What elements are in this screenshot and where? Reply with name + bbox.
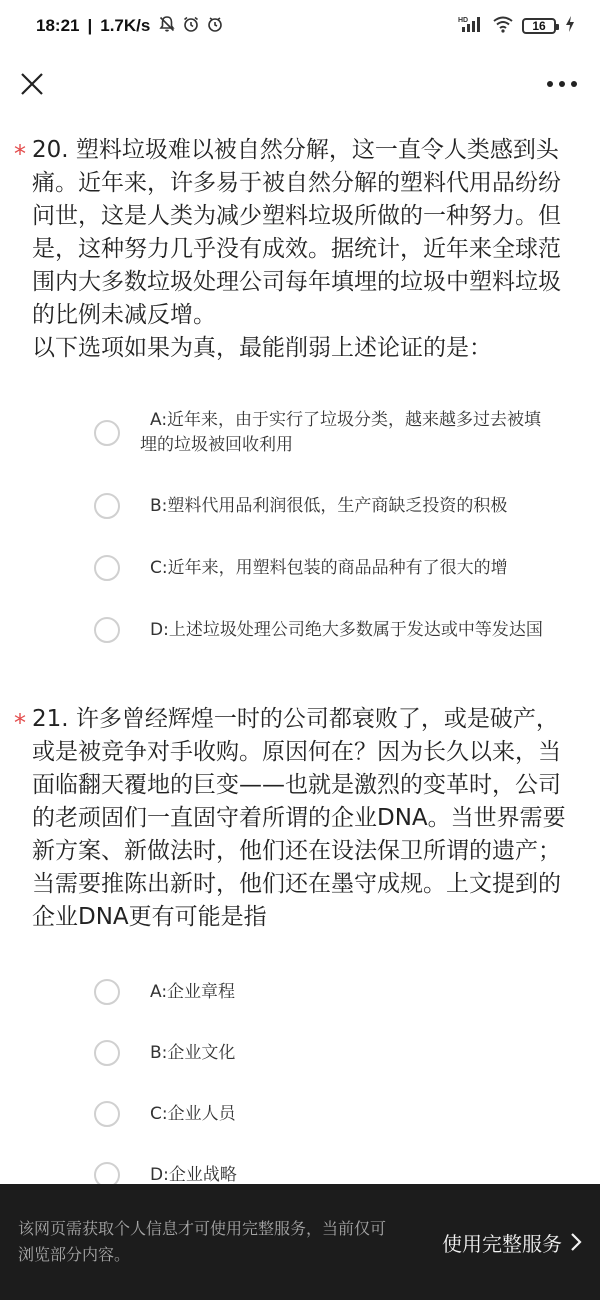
- close-button[interactable]: [16, 68, 48, 100]
- radio-button[interactable]: [94, 420, 120, 446]
- option-a[interactable]: [62, 964, 578, 1020]
- option-label: B:塑料代用品利润很低，生产商缺乏投资的积极: [150, 495, 508, 516]
- radio-button[interactable]: [94, 555, 120, 581]
- alarm-icon: [182, 15, 200, 38]
- top-nav: [0, 52, 600, 116]
- option-a[interactable]: [62, 393, 578, 473]
- more-button[interactable]: [546, 68, 578, 100]
- option-b[interactable]: [62, 1025, 578, 1081]
- battery-level: 16: [532, 19, 546, 33]
- radio-button[interactable]: [94, 617, 120, 643]
- status-time: 18:21: [36, 16, 80, 35]
- option-b[interactable]: [62, 481, 578, 531]
- status-divider: |: [87, 16, 93, 35]
- banner-message: 该网页需获取个人信息才可使用完整服务，当前仅可浏览部分内容。: [18, 1219, 387, 1264]
- mute-bell-icon: [158, 15, 176, 38]
- battery-icon: [522, 18, 556, 34]
- clock-icon: [206, 15, 224, 38]
- status-notification-icons: [158, 15, 224, 38]
- radio-button[interactable]: [94, 1040, 120, 1066]
- close-icon: [19, 71, 45, 97]
- option-label: A:近年来，由于实行了垃圾分类，越来越多过去被填埋的垃圾被回收利用: [140, 410, 542, 455]
- radio-button[interactable]: [94, 493, 120, 519]
- required-mark: *: [14, 709, 26, 737]
- option-label: C:近年来，用塑料包装的商品品种有了很大的增: [150, 557, 508, 578]
- question-20: [0, 116, 600, 663]
- wifi-icon: [492, 15, 514, 38]
- question-21: [0, 663, 600, 1203]
- radio-button[interactable]: [94, 979, 120, 1005]
- status-bar: [0, 0, 600, 52]
- network-speed: 1.7K/s: [100, 16, 151, 35]
- charging-icon: [564, 15, 576, 38]
- option-c[interactable]: [62, 1086, 578, 1142]
- options-list: [32, 393, 578, 663]
- radio-button[interactable]: [94, 1101, 120, 1127]
- chevron-right-icon: [570, 1232, 582, 1252]
- auth-banner: [0, 1184, 600, 1300]
- question-text: 20. 塑料垃圾难以被自然分解，这一直令人类感到头痛。近年来，许多易于被自然分解的塑料代用品纷纷问世，这是人类为减少塑料垃圾所做的一种努力。但是，这种努力几乎没有成效。据统计，近年来全球范围内大多数垃圾处理公司每年填埋的垃圾中塑料垃圾的比例未减反增。: [32, 137, 561, 328]
- banner-action-label: 使用完整服务: [442, 1231, 562, 1256]
- option-label: B:企业文化: [150, 1042, 236, 1063]
- option-label: D:企业战略: [150, 1164, 237, 1185]
- option-label: A:企业章程: [150, 981, 236, 1002]
- more-icon: [546, 80, 578, 88]
- status-left: [36, 15, 224, 38]
- hd-signal-icon: [458, 15, 484, 38]
- option-label: D:上述垃圾处理公司绝大多数属于发达或中等发达国: [150, 619, 543, 640]
- option-c[interactable]: [62, 543, 578, 593]
- survey-content: [0, 116, 600, 1203]
- question-prompt: 以下选项如果为真，最能削弱上述论证的是：: [32, 335, 492, 361]
- option-d[interactable]: [62, 597, 578, 663]
- question-text: 21. 许多曾经辉煌一时的公司都衰败了，或是破产，或是被竞争对手收购。原因何在？因为长久以来，当面临翻天覆地的巨变——也就是激烈的变革时，公司的老顽固们一直固守着所谓的企业DNA。当世界需要新方案、新做法时，他们还在设法保卫所谓的遗产；当需要推陈出新时，他们还在墨守成规。上文提到的企业DNA更有可能是指: [32, 706, 566, 930]
- use-full-service-button[interactable]: [442, 1228, 582, 1257]
- option-label: C:企业人员: [150, 1103, 236, 1124]
- status-right: [458, 15, 576, 38]
- options-list: [32, 964, 578, 1203]
- required-mark: *: [14, 140, 26, 168]
- svg-text:HD: HD: [458, 16, 469, 24]
